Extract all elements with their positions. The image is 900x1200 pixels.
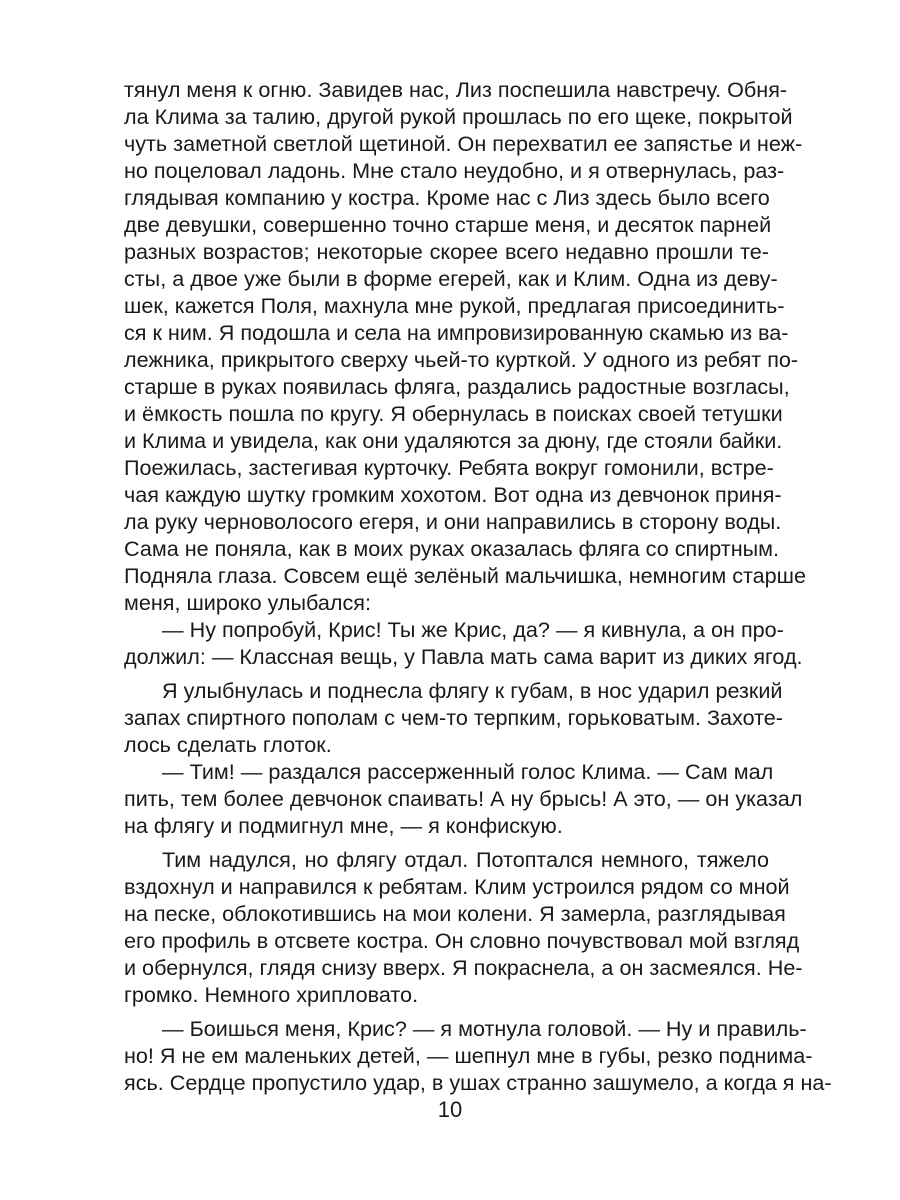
- text-line: но поцеловал ладонь. Мне стало неудобно, и я отвернулась, раз-: [124, 158, 785, 183]
- text-line: две девушки, совершенно точно старше меня, и десяток парней: [124, 212, 772, 237]
- text-line: ла руку черноволосого егеря, и они направились в сторону воды.: [124, 509, 782, 534]
- text-line: лежника, прикрытого сверху чьей-то курткой. У одного из ребят по-: [124, 347, 799, 372]
- text-line: ясь. Сердце пропустило удар, в ушах странно зашумело, а когда я на-: [124, 1070, 832, 1095]
- text-line: громко. Немного хрипловато.: [124, 982, 419, 1007]
- text-line: запах спиртного пополам с чем-то терпким, горьковатым. Захоте-: [124, 705, 783, 730]
- text-line: и обернулся, глядя снизу вверх. Я покраснела, а он засмеялся. Не-: [124, 955, 803, 980]
- text-line: ла Клима за талию, другой рукой прошлась по его щеке, покрытой: [124, 104, 793, 129]
- paragraph-gap: [124, 670, 769, 677]
- text-line: — Боишься меня, Крис? — я мотнула головой. — Ну и правиль-: [162, 1016, 807, 1041]
- page-body-text: [124, 76, 832, 1096]
- text-line: — Ну попробуй, Крис! Ты же Крис, да? — я кивнула, а он про-: [162, 617, 784, 642]
- text-line: на флягу и подмигнул мне, — я конфискую.: [124, 813, 563, 838]
- text-line: но! Я не ем маленьких детей, — шепнул мне в губы, резко поднима-: [124, 1043, 813, 1068]
- text-line: Сама не поняла, как в моих руках оказалась фляга со спиртным.: [124, 536, 779, 561]
- paragraph-gap: [124, 839, 769, 846]
- text-line: Я улыбнулась и поднесла флягу к губам, в нос ударил резкий: [162, 678, 783, 703]
- text-line: и ёмкость пошла по кругу. Я обернулась в поисках своей тетушки: [124, 401, 783, 426]
- text-line: Подняла глаза. Совсем ещё зелёный мальчишка, немногим старше: [124, 563, 807, 588]
- text-line: чая каждую шутку громким хохотом. Вот одна из девчонок приня-: [124, 482, 782, 507]
- text-line: глядывая компанию у костра. Кроме нас с Лиз здесь было всего: [124, 185, 770, 210]
- text-line: разных возрастов; некоторые скорее всего недавно прошли те-: [124, 239, 769, 264]
- text-line: сты, а двое уже были в форме егерей, как и Клим. Одна из деву-: [124, 266, 778, 291]
- text-line: вздохнул и направился к ребятам. Клим устроился рядом со мной: [124, 874, 790, 899]
- text-line: лось сделать глоток.: [124, 732, 332, 757]
- text-line: пить, тем более девчонок спаивать! А ну брысь! А это, — он указал: [124, 786, 803, 811]
- text-line: должил: — Классная вещь, у Павла мать сама варит из диких ягод.: [124, 644, 803, 669]
- paragraph-gap: [124, 1008, 769, 1015]
- text-line: ся к ним. Я подошла и села на импровизированную скамью из ва-: [124, 320, 789, 345]
- page-number: 10: [437, 1097, 463, 1122]
- text-line: Поежилась, застегивая курточку. Ребята вокруг гомонили, встре-: [124, 455, 774, 480]
- text-line: чуть заметной светлой щетиной. Он перехватил ее запястье и неж-: [124, 131, 803, 156]
- text-line: на песке, облокотившись на мои колени. Я замерла, разглядывая: [124, 901, 786, 926]
- text-line: — Тим! — раздался рассерженный голос Клима. — Сам мал: [162, 759, 774, 784]
- text-line: шек, кажется Поля, махнула мне рукой, предлагая присоединить-: [124, 293, 785, 318]
- text-line: тянул меня к огню. Завидев нас, Лиз поспешила навстречу. Обня-: [124, 77, 788, 102]
- text-line: его профиль в отсвете костра. Он словно почувствовал мой взгляд: [124, 928, 800, 953]
- text-line: старше в руках появилась фляга, раздались радостные возгласы,: [124, 374, 790, 399]
- text-line: и Клима и увидела, как они удаляются за дюну, где стояли байки.: [124, 428, 783, 453]
- text-line: меня, широко улыбался:: [124, 590, 371, 615]
- text-line: Тим надулся, но флягу отдал. Потоптался немного, тяжело: [162, 847, 769, 872]
